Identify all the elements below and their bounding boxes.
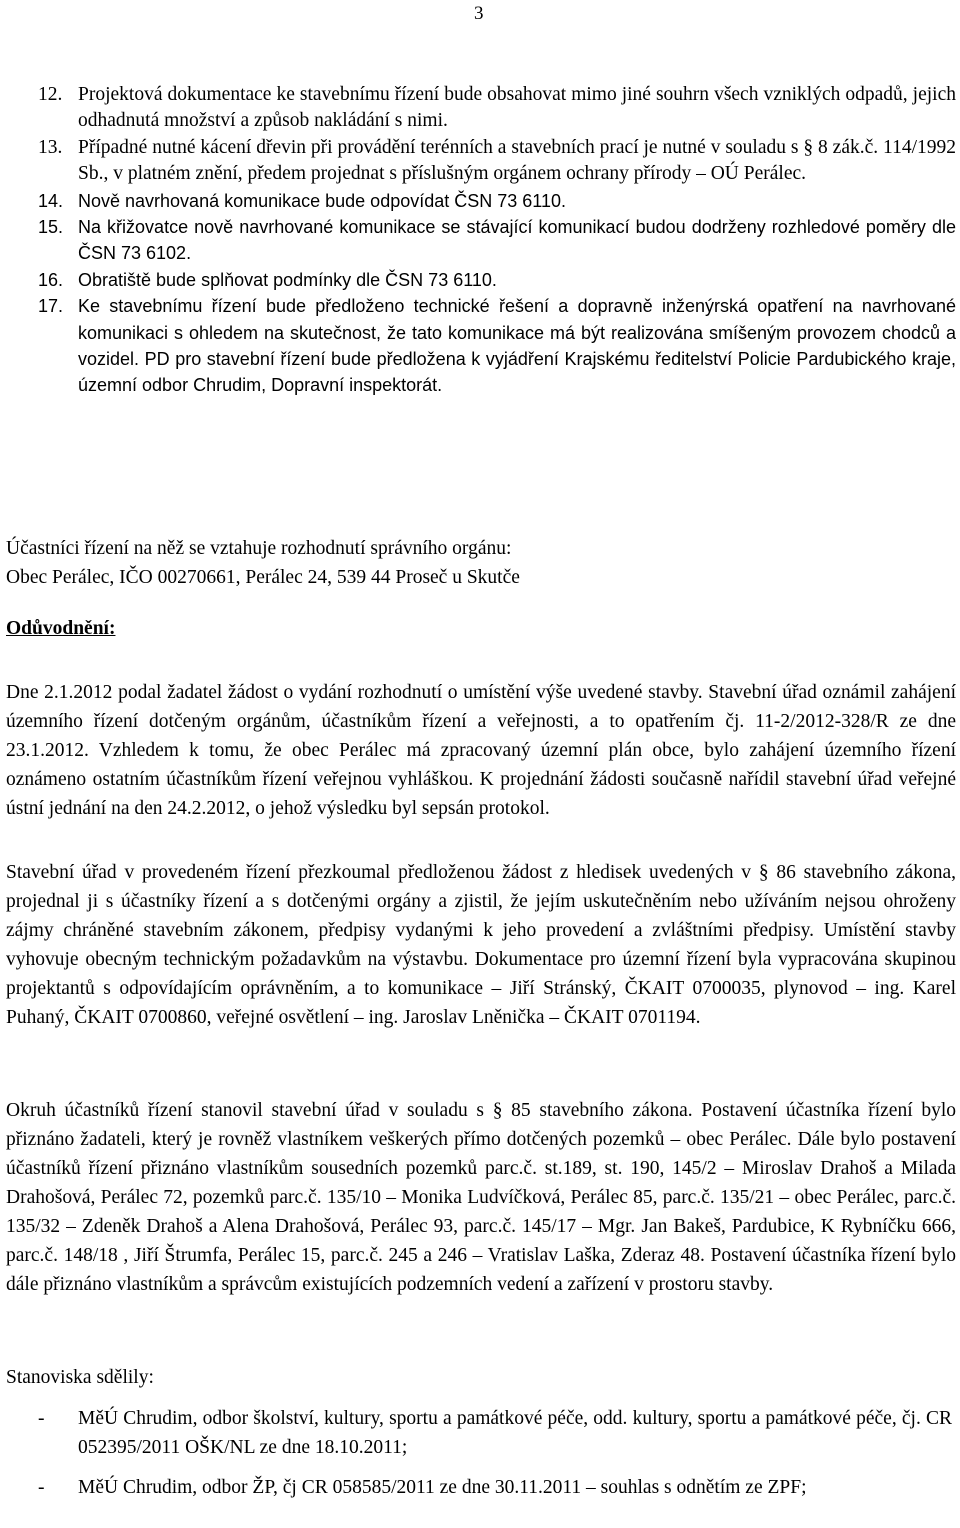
- condition-text: Případné nutné kácení dřevin při provádění terénních a stavebních prací je nutné v souladu s § 8 zák.č. 114/1992 Sb., v platném znění, předem projednat s příslušným orgánem ochrany přírody – OÚ Perálec.: [78, 136, 956, 185]
- conditions-list: [0, 82, 960, 399]
- participants-label: Účastníci řízení na něž se vztahuje rozhodnutí správního orgánu:: [6, 538, 512, 559]
- condition-item-13: [0, 135, 960, 188]
- condition-text: Nově navrhovaná komunikace bude odpovídat ČSN 73 6110.: [78, 190, 566, 211]
- condition-text: Projektová dokumentace ke stavebnímu řízení bude obsahovat mimo jiné souhrn všech vzniklých odpadů, jejich odhadnutá množství a způsob nakládání s nimi.: [78, 84, 956, 132]
- participants-value: Obec Perálec, IČO 00270661, Perálec 24, 539 44 Proseč u Skutče: [6, 567, 520, 588]
- condition-number: 17.: [38, 296, 64, 317]
- list-bullet: -: [38, 1408, 45, 1429]
- justification-heading-block: [6, 614, 956, 643]
- justification-heading: Odůvodnění:: [6, 618, 116, 639]
- justification-paragraph-3: Okruh účastníků řízení stanovil stavební úřad v souladu s § 85 stavebního zákona. Postavení účastníka řízení bylo přiznáno žadateli, který je rovněž vlastníkem veškerých přímo dotčených pozemků – obec Perálec. Dále bylo postavení účastníků řízení přiznáno vlastníkům sousedních pozemků parc.č. st.189, st. 190, 145/2 – Miroslav Drahoš a Milada Drahošová, Perálec 72, pozemků parc.č. 135/10 – Monika Ludvíčková, Perálec 85, parc.č. 135/21 – obec Perálec, parc.č. 135/32 – Zdeněk Drahoš a Alena Drahošová, Perálec 93, parc.č. 145/17 – Mgr. Jan Bakeš, Pardubice, K Rybníčku 666, parc.č. 148/18 , Jiří Štrumfa, Perálec 15, parc.č. 245 a 246 – Vratislav Laška, Zderaz 48. Postavení účastníka řízení bylo dále přiznáno vlastníkům a správcům existujících podzemních vedení a zařízení v prostoru stavby.: [6, 1100, 956, 1295]
- participants-section: [6, 534, 956, 592]
- condition-item-15: [0, 214, 960, 267]
- condition-item-12: [0, 82, 960, 135]
- condition-item-16: [0, 267, 960, 293]
- justification-paragraph-2: Stavební úřad v provedeném řízení přezkoumal předloženou žádost z hledisek uvedených v § 86 stavebního zákona, projednal ji s účastníky řízení a s dotčenými orgány a zjistil, že jejím uskutečněním nebo užíváním nejsou ohroženy zájmy chráněné stavebním zákonem, předpisy vydanými k jeho provedení a zvláštními předpisy. Umístění stavby vyhovuje obecným technickým požadavkům na výstavbu. Dokumentace pro územní řízení byla vypracována skupinou projektantů s odpovídajícím oprávněním, a to komunikace – Jiří Stránský, ČKAIT 0700035, plynovod – ing. Karel Puhaný, ČKAIT 0700860, veřejné osvětlení – ing. Jaroslav Lněnička – ČKAIT 0701194.: [6, 862, 956, 1028]
- stanovisko-item: [0, 1404, 956, 1462]
- condition-number: 16.: [38, 269, 64, 290]
- page-number: 3: [474, 3, 484, 24]
- stanovisko-item: [0, 1473, 956, 1502]
- condition-item-17: [0, 293, 960, 399]
- condition-text: Obratiště bude splňovat podmínky dle ČSN 73 6110.: [78, 269, 497, 290]
- stanoviska-heading: Stanoviska sdělily:: [6, 1367, 154, 1388]
- condition-number: 12.: [38, 84, 63, 105]
- stanoviska-list: [0, 1404, 956, 1513]
- condition-text: Na křižovatce nově navrhované komunikace se stávající komunikací budou dodrženy rozhledové poměry dle ČSN 73 6102.: [78, 217, 956, 264]
- stanovisko-text: MěÚ Chrudim, odbor školství, kultury, sportu a památkové péče, odd. kultury, sportu a památkové péče, čj. CR 052395/2011 OŠK/NL ze dne 18.10.2011;: [78, 1408, 952, 1458]
- justification-paragraph-1: Dne 2.1.2012 podal žadatel žádost o vydání rozhodnutí o umístění výše uvedené stavby. Stavební úřad oznámil zahájení územního řízení dotčeným orgánům, účastníkům řízení a veřejnosti, a to opatřením čj. 11-2/2012-328/R ze dne 23.1.2012. Vzhledem k tomu, že obec Perálec má zpracovaný územní plán obce, bylo zahájení územního řízení oznámeno ostatním účastníkům řízení veřejnou vyhláškou. K projednání žádosti současně nařídil stavební úřad veřejné ústní jednání na den 24.2.2012, o jehož výsledku byl sepsán protokol.: [6, 682, 956, 819]
- condition-text: Ke stavebnímu řízení bude předloženo technické řešení a dopravně inženýrská opatření na navrhované komunikaci s ohledem na skutečnost, že tato komunikace má být realizována smíšeným provozem chodců a vozidel. PD pro stavební řízení bude předložena k vyjádření Krajskému ředitelství Policie Pardubického kraje, územní odbor Chrudim, Dopravní inspektorát.: [78, 296, 956, 396]
- condition-number: 14.: [38, 190, 64, 211]
- condition-number: 13.: [38, 136, 63, 158]
- stanovisko-text: MěÚ Chrudim, odbor ŽP, čj CR 058585/2011 ze dne 30.11.2011 – souhlas s odnětím ze ZPF;: [78, 1477, 807, 1498]
- condition-item-14: [0, 188, 960, 214]
- list-bullet: -: [38, 1477, 45, 1498]
- condition-number: 15.: [38, 217, 64, 238]
